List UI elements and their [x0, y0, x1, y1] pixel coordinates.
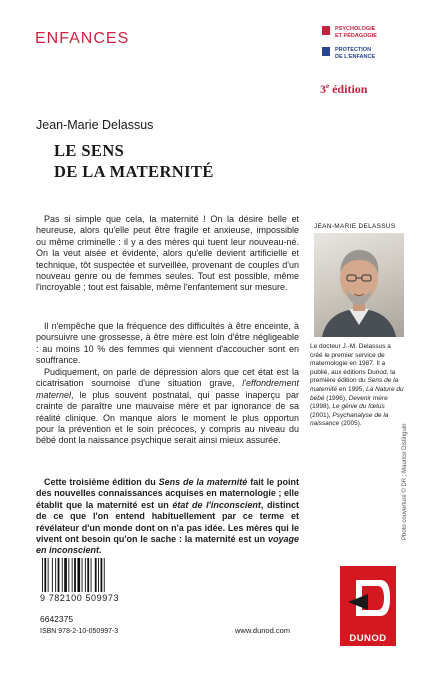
category-protection [322, 47, 377, 60]
paragraph-text: Il n'empêche que la fréquence des difficultés à être enceinte, à poursuivre une grossesse, à être mère est loin d'être négligeable : au moins 10 % des femmes qui viennent d'accoucher sont en souffrance. [36, 321, 299, 366]
bio-text: (2001), [310, 411, 333, 419]
body-paragraph-4 [36, 477, 299, 557]
photo-credit: Photo couverture © DR ; Maurice Distinguin [402, 423, 408, 540]
body-paragraph-1 [36, 214, 299, 294]
book-title [54, 140, 214, 182]
body-paragraph-3 [36, 367, 299, 447]
body-paragraph-2 [36, 321, 299, 367]
barcode-bar [62, 558, 63, 592]
barcode-bar [101, 558, 103, 592]
author-photo [314, 233, 404, 337]
title-line: DE LA MATERNITÉ [54, 162, 214, 181]
barcode-bar [64, 558, 67, 592]
bio-text: (1998), [310, 403, 333, 411]
category-color-square [322, 26, 330, 35]
series-name: ENFANCES [35, 30, 130, 47]
barcode-bar [104, 558, 105, 592]
barcode-bar [58, 558, 60, 592]
category-label-line: DE L'ENFANCE [335, 53, 376, 60]
bio-title: Devenir mère [348, 394, 388, 402]
bio-title: Le génie du fœtus [332, 403, 385, 411]
paragraph-text: Pudiquement, on parle de dépression alors que cet état est la cicatrisation sournoise d'une situation grave, [36, 367, 299, 389]
barcode-bar [48, 558, 49, 592]
author-bio [310, 343, 404, 429]
category-label-line: ET PÉDAGOGIE [335, 32, 377, 39]
barcode-bar [82, 558, 83, 592]
barcode-bar [72, 558, 73, 592]
publisher-url[interactable]: www.dunod.com [235, 626, 291, 635]
barcode [40, 558, 124, 592]
barcode-bar [55, 558, 56, 592]
paragraph-text: , le plus souvent postnatal, qui passe inaperçu par crainte de paraître une mauvaise mère et par ignorance de sa réalité clinique. On manque alors le moment le plus opportun pour la prévention et le soin précoces, y compris au niveau du bébé dont la naissance psychique serait ainsi mieux assurée. [36, 389, 299, 446]
barcode-bar [52, 558, 53, 592]
paragraph-italic: Sens de la maternité [158, 477, 248, 487]
author-name: Jean-Marie Delassus [36, 118, 154, 132]
bio-title: Psychanalyse de la naissance [310, 411, 389, 428]
isbn: ISBN 978-2-10-050997-3 [40, 628, 119, 635]
category-psychologie [322, 26, 377, 39]
paragraph-text: Cette troisième édition du [44, 477, 159, 487]
bio-text: en 1995, [337, 385, 367, 393]
category-label-line: PSYCHOLOGIE [335, 26, 376, 32]
title-line: LE SENS [54, 141, 125, 160]
paragraph-italic: voyage en inconscient [36, 534, 299, 556]
barcode-bar [74, 558, 76, 592]
bio-text: Le docteur J.-M. Delassus a créé le premier service de maternologie en 1987. Il a publié, aux éditions Dunod, la première édition du [310, 343, 396, 385]
edition-word: édition [332, 82, 368, 96]
bio-text: (1996), [324, 394, 349, 402]
bio-title: La Nature du bébé [310, 385, 404, 402]
photo-caption: JEAN-MARIE DELASSUS [314, 223, 396, 230]
barcode-bar [91, 558, 92, 592]
author-portrait-icon [314, 233, 404, 337]
category-label-line: PROTECTION [335, 47, 372, 53]
category-legend [322, 26, 377, 68]
barcode-number: 9 782100 509973 [40, 593, 120, 603]
edition-superscript: e [326, 82, 330, 90]
barcode-bar [68, 558, 69, 592]
barcode-bar [42, 558, 43, 592]
bio-text: (2005). [339, 420, 362, 428]
barcode-bar [77, 558, 80, 592]
edition-number: 3 [320, 82, 326, 96]
publisher-name: DUNOD [349, 633, 387, 644]
paragraph-italic: l'effondrement maternel [36, 378, 299, 400]
paragraph-text: Pas si simple que cela, la maternité ! On la désire belle et heureuse, alors qu'elle peut être fragile et anxieuse, impossible ou même criminelle : il y a des mères qui tuent leur nouveau-né. On la veut aisée et évidente, alors qu'elle devient artificielle et technique, tôt suspectée et surveillée, provenant de couples d'un nouveau genre ou de femmes seules. Tout est possible, même l'incroyable ; tout est faisable, même l'enfantement sur mesure. [36, 214, 299, 293]
barcode-bar [87, 558, 89, 592]
paragraph-italic: état de l'inconscient [172, 499, 261, 510]
barcode-bar [95, 558, 97, 592]
barcode-bar [44, 558, 46, 592]
paragraph-text: fait le point des nouvelles connaissances acquises en maternologie ; elle établit que la maternité est un [36, 477, 299, 510]
edition-badge [320, 82, 367, 97]
barcode-bar [85, 558, 86, 592]
bio-title: Sens de la maternité [310, 377, 399, 393]
category-color-square [322, 47, 330, 56]
reference-number: 6642375 [40, 614, 74, 624]
barcode-bar [98, 558, 99, 592]
paragraph-text: . [99, 545, 102, 556]
paragraph-text: , distinct de ce que l'on entend habituellement par ce terme et révélateur d'un monde dont on n'a pas idée. Les mères qui le vivent ont besoin qu'on le sache : la maternité est un [36, 499, 299, 545]
